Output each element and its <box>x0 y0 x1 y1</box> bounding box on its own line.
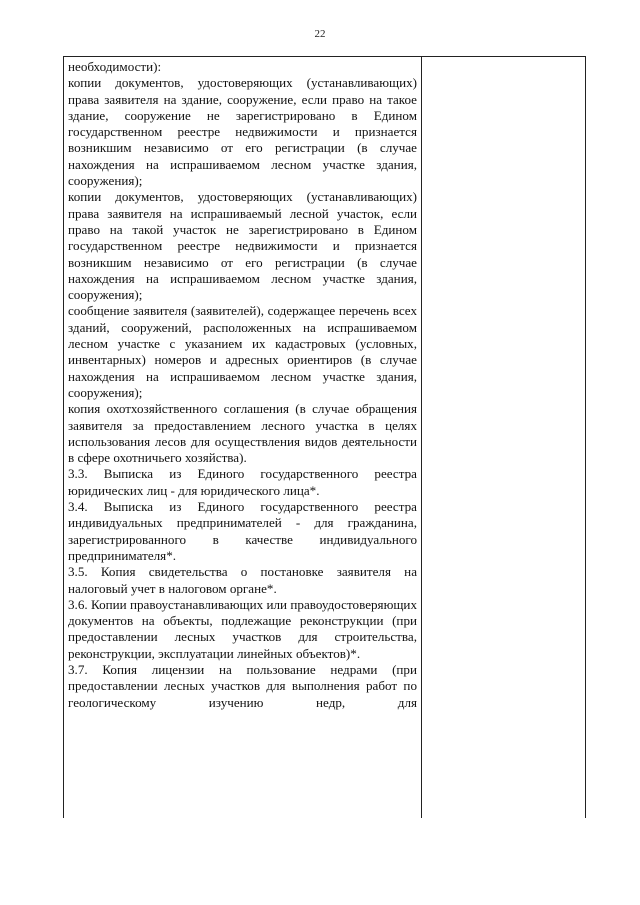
paragraph-3-4: 3.4. Выписка из Единого государственного реестра индивидуальных предпринимателей - для гражданина, зарегистрированного в качестве индивидуального предпринимателя*. <box>68 499 417 563</box>
paragraph-3-7: 3.7. Копия лицензии на пользование недрами (при предоставлении лесных участков для выполнения работ по геологическому изучению недр, для <box>68 661 417 710</box>
column-divider <box>421 57 422 818</box>
document-table <box>63 56 586 818</box>
paragraph-buildings-list: сообщение заявителя (заявителей), содержащее перечень всех зданий, сооружений, расположенных на испрашиваемом лесном участке с указанием их кадастровых (условных, инвентарных) номеров и адресных ориентиров (в случае нахождения на испрашиваемом лесном участке здания, сооружения); <box>68 303 417 400</box>
page-number: 22 <box>314 28 326 40</box>
paragraph-hunting-agreement: копия охотхозяйственного соглашения (в случае обращения заявителя за предоставлением лесного участка в целях использования лесов для осуществления видов деятельности в сфере охотничьего хозяйства). <box>68 401 417 466</box>
paragraph-3-6: 3.6. Копии правоустанавливающих или правоудостоверяющих документов на объекты, подлежащие реконструкции (при предоставлении лесных участков для строительства, реконструкции, эксплуатации линейных объектов)*. <box>68 596 417 661</box>
paragraph-continuation: необходимости): <box>68 59 162 74</box>
paragraph-3-5: 3.5. Копия свидетельства о постановке заявителя на налоговый учет в налоговом органе*. <box>68 564 417 596</box>
paragraph-building-rights: копии документов, удостоверяющих (устанавливающих) права заявителя на здание, сооружение, если право на такое здание, сооружение не зарегистрировано в Едином государственном реестре недвижимости и признается возникшим независимо от его регистрации (в случае нахождения на испрашиваемом лесном участке здания, сооружения); <box>68 75 417 189</box>
paragraph-3-3: 3.3. Выписка из Единого государственного реестра юридических лиц - для юридического лица*. <box>68 466 417 498</box>
table-cell-content <box>64 57 421 711</box>
paragraph-land-rights: копии документов, удостоверяющих (устанавливающих) права заявителя на испрашиваемый лесной участок, если право на такой участок не зарегистрировано в Едином государственном реестре недвижимости и признается возникшим независимо от его регистрации (в случае нахождения на испрашиваемом лесном участке здания, сооружения); <box>68 189 417 303</box>
